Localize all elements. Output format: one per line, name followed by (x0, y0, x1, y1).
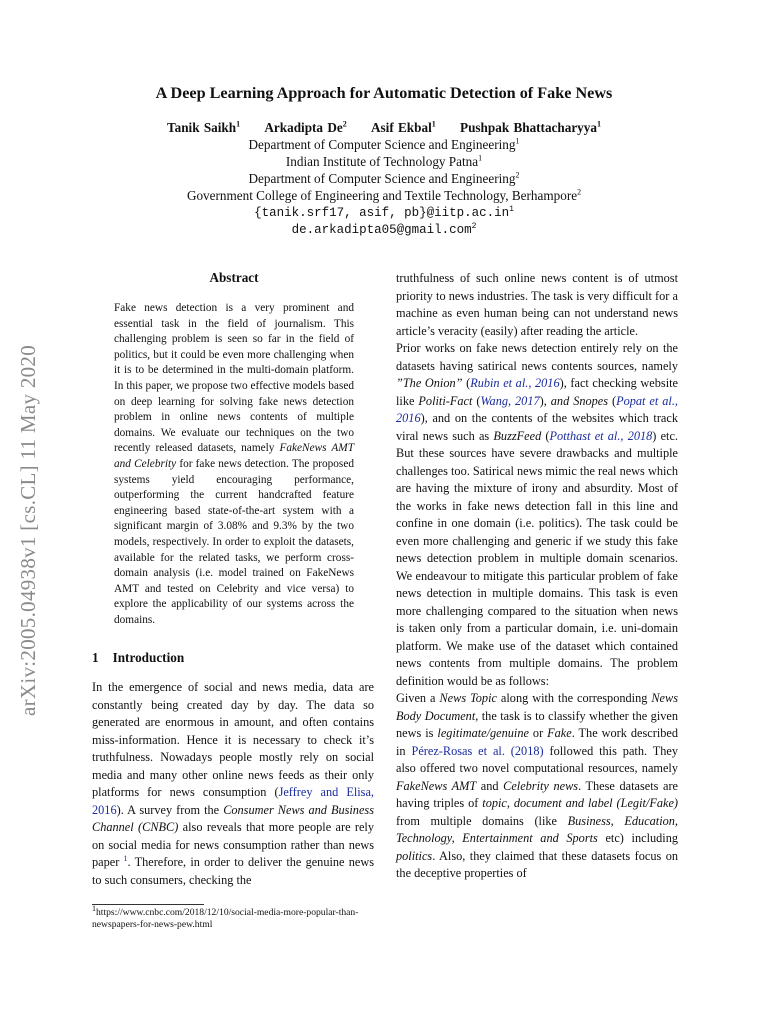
footnote-divider (92, 904, 204, 905)
affiliation-1: Department of Computer Science and Engineering$^1$ (248, 136, 520, 152)
email-line-1: {tanik.srf17, asif, $pb\}@iitp.ac.in^1$ (254, 204, 514, 220)
section-title: Introduction (112, 650, 185, 665)
intro-paragraph-4: Given a News Topic along with the corresponding News Body Document, the task is to classify whether the given news is legitimate/genuine or Fake. The work described in Pérez-Rosas et al. (2018) followed this path. They also offered two novel computational resources, namely FakeNews AMT and Celebrity news. These datasets are having triples of topic, document and label (Legit/Fake) from multiple domains (like Business, Education, Technology, Entertainment and Sports etc) including politics. Also, they claimed that these datasets focus on the deceptive properties of (396, 691, 679, 880)
affiliation-4: Government College of Engineering and Textile Technology, Berhampore$^2$ (186, 187, 582, 203)
author-list (0, 120, 768, 136)
email-line-2: de.arkadipta05@gmail.com$^2$ (291, 221, 477, 237)
section-number: 1 (92, 650, 99, 665)
affiliation-3: Department of Computer Science and Engineering$^2$ (248, 170, 520, 186)
affiliation-2: Indian Institute of Technology Patna$^1$ (285, 153, 483, 169)
arxiv-identifier-text: arXiv:2005.04938v1 [cs.CL] 11 May 2020 (16, 344, 41, 716)
abstract-heading: Abstract (209, 270, 259, 285)
author-1: Tanik Saikh$^1$ (167, 119, 241, 135)
citation-link[interactable]: Popat et al., 2016 (396, 393, 678, 425)
author-2: Arkadipta De$^2$ (264, 119, 347, 135)
author-4: Pushpak Bhattacharyya$^1$ (460, 119, 601, 135)
intro-paragraph-3: Prior works on fake news detection entirely rely on the datasets having satirical news contents sources, namely ”The Onion” (Rubin et al., 2016), fact checking website like Politi-Fact (Wang, 2017), and Snopes (Popat et al., 2016), and on the contents of the websites which track viral news such as BuzzFeed (Potthast et al., 2018) etc. But these sources have severe drawbacks and multiple challenges too. Satirical news mimic the real news which are having the mixture of irony and absurdity. Most of the works in fake news detection fall in this line and confine in one domain (i.e. politics). The task could be even more challenging and generic if we study this fake news detection problem in multiple domain scenarios. We endeavour to mitigate this particular problem of fake news detection in multiple domains. This task is even more challenging compared to the situation when news is taken only from a particular domain, i.e. uni-domain platform. We make use of the dataset which contained news contents from multiple domains. The problem definition would be as follows: (396, 341, 678, 688)
citation-link[interactable]: Potthast et al., 2018 (549, 428, 653, 443)
intro-paragraph-1: In the emergence of social and news media, data are constantly being created day by day. The data so generated are enormous in amount, and often contains miss-information. Hence it is necessary to check it’s truthfulness. Nowadays people mostly rely on social media and many other online news feeds as their only platforms for news consumption (Jeffrey and Elisa, 2016). A survey from the Consumer News and Business Channel (CNBC) also reveals that more people are rely on social media for news consumption rather than news paper $^1$. Therefore, in order to deliver the genuine news to such consumers, checking the (92, 680, 374, 887)
citation-link[interactable]: Rubin et al., 2016 (470, 376, 560, 390)
intro-right-column (396, 270, 678, 883)
arxiv-identifier-stamp (9, 310, 49, 750)
author-3: Asif Ekbal$^1$ (371, 119, 436, 135)
intro-left-column (92, 679, 374, 889)
citation-link[interactable]: Pérez-Rosas et al. (2018) (411, 743, 544, 758)
footnote-url[interactable]: https://www.cnbc.com/2018/12/10/social-media-more-popular-than-newspapers-for-news-pew.html (92, 907, 359, 930)
citation-link[interactable]: Jeffrey and Elisa, 2016 (92, 785, 374, 817)
section-heading-introduction (92, 650, 184, 666)
citation-link[interactable]: Wang, 2017 (480, 393, 540, 408)
abstract-body: Fake news detection is a very prominent and essential task in the field of journalism. This challenging problem is seen so far in the field of politics, but it could be even more challenging when it is to be determined in the multi-domain platform. In this paper, we propose two effective models based on deep learning for solving fake news detection problem in online news contents of multiple domains. We evaluate our techniques on the two recently released datasets, namely FakeNews AMT and Celebrity for fake news detection. The proposed systems yield encouraging performance, outperforming the current handcrafted feature engineering based state-of-the-art system with a significant margin of 3.08% and 9.3% by the two models, respectively. In order to exploit the datasets, available for the related tasks, we perform cross-domain analysis (i.e. model trained on FakeNews AMT and tested on Celebrity and vice versa) to explore the applicability of our systems across the domains. (114, 302, 354, 626)
footnote-1: $^1$https://www.cnbc.com/2018/12/10/social-media-more-popular-than-newspapers-for-news-pew.html (92, 903, 359, 930)
footnote-marker[interactable]: 1 (123, 853, 128, 863)
paper-title: A Deep Learning Approach for Automatic Detection of Fake News (155, 84, 613, 102)
intro-paragraph-2: truthfulness of such online news content is of utmost priority to news industries. The task is very difficult for a machine as even human being can not understand news article’s veracity (easily) after reading the article. (396, 271, 678, 338)
